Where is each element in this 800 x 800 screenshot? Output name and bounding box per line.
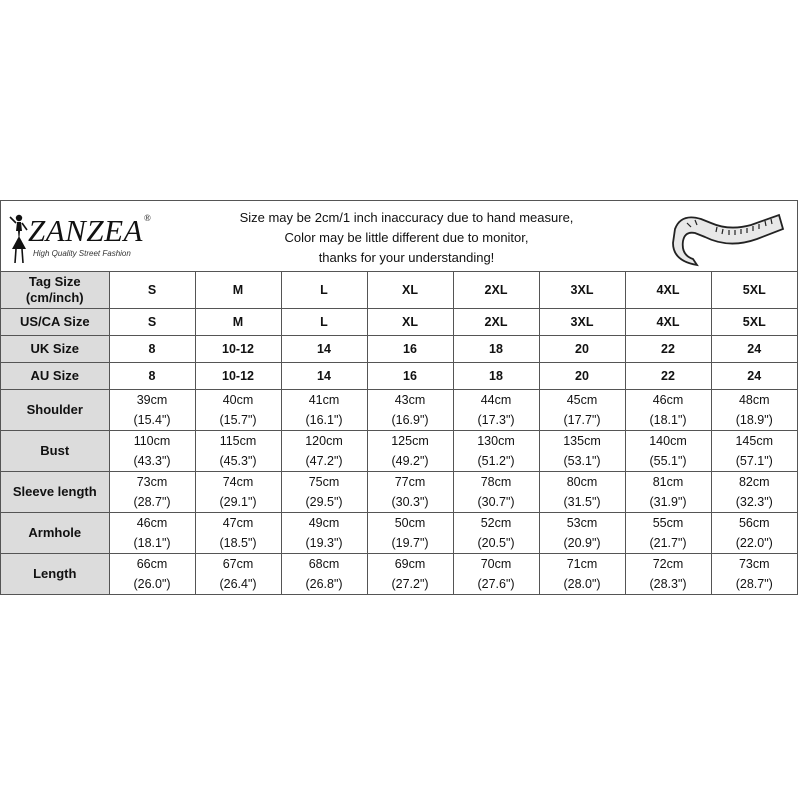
inch-value: (17.3") [477, 413, 515, 427]
cm-value: 52cm [480, 516, 512, 530]
cm-value: 80cm [566, 475, 598, 489]
row-label: AU Size [1, 363, 109, 390]
measurement-cell [625, 554, 711, 595]
cm-value: 46cm [136, 516, 168, 530]
measurement-label: Bust [1, 431, 109, 472]
inch-value: (47.2") [305, 454, 343, 468]
measurement-notice [166, 201, 647, 271]
size-cell: 20 [539, 363, 625, 390]
inch-value: (20.9") [563, 536, 601, 550]
cm-value: 82cm [738, 475, 770, 489]
inch-value: (49.2") [391, 454, 429, 468]
size-cell: 16 [367, 363, 453, 390]
measurement-cell [109, 554, 195, 595]
inch-value: (29.5") [305, 495, 343, 509]
measuring-tape-icon [667, 207, 787, 267]
measurement-cell [711, 554, 797, 595]
inch-value: (28.7") [735, 577, 773, 591]
cm-value: 66cm [136, 557, 168, 571]
cm-value: 140cm [649, 434, 687, 448]
inch-value: (21.7") [649, 536, 687, 550]
measurement-label: Shoulder [1, 390, 109, 431]
measurement-cell [367, 513, 453, 554]
cm-value: 68cm [308, 557, 340, 571]
measurement-cell [539, 472, 625, 513]
inch-value: (29.1") [219, 495, 257, 509]
table-row [1, 390, 797, 431]
measurement-cell [625, 431, 711, 472]
inch-value: (28.0") [563, 577, 601, 591]
size-cell: 3XL [539, 309, 625, 336]
size-cell: S [109, 309, 195, 336]
table-row [1, 272, 797, 309]
registered-mark: ® [143, 213, 152, 223]
size-cell: 4XL [625, 309, 711, 336]
inch-value: (18.5") [219, 536, 257, 550]
measurement-cell [453, 554, 539, 595]
inch-value: (20.5") [477, 536, 515, 550]
cm-value: 47cm [222, 516, 254, 530]
size-cell: 8 [109, 336, 195, 363]
cm-value: 73cm [136, 475, 168, 489]
measurement-cell [539, 390, 625, 431]
inch-value: (31.5") [563, 495, 601, 509]
notice-line-1: Size may be 2cm/1 inch inaccuracy due to hand measure, [239, 210, 574, 225]
inch-value: (30.3") [391, 495, 429, 509]
size-cell: XL [367, 309, 453, 336]
cm-value: 45cm [566, 393, 598, 407]
size-cell: S [109, 272, 195, 309]
cm-value: 41cm [308, 393, 340, 407]
measurement-cell [195, 390, 281, 431]
measurement-cell [453, 431, 539, 472]
cm-value: 49cm [308, 516, 340, 530]
cm-value: 120cm [305, 434, 343, 448]
measurement-cell [195, 554, 281, 595]
cm-value: 73cm [738, 557, 770, 571]
table-row [1, 472, 797, 513]
size-cell: 8 [109, 363, 195, 390]
inch-value: (28.3") [649, 577, 687, 591]
inch-value: (15.4") [133, 413, 171, 427]
inch-value: (53.1") [563, 454, 601, 468]
inch-value: (18.9") [735, 413, 773, 427]
size-cell: 4XL [625, 272, 711, 309]
cm-value: 75cm [308, 475, 340, 489]
measurement-cell [367, 390, 453, 431]
measurement-cell [711, 431, 797, 472]
inch-value: (27.6") [477, 577, 515, 591]
inch-value: (18.1") [649, 413, 687, 427]
size-cell: 22 [625, 336, 711, 363]
size-cell: 2XL [453, 309, 539, 336]
table-row [1, 513, 797, 554]
measurement-cell [453, 472, 539, 513]
size-cell: L [281, 309, 367, 336]
measurement-cell [711, 513, 797, 554]
measurement-cell [625, 513, 711, 554]
inch-value: (16.9") [391, 413, 429, 427]
cm-value: 130cm [477, 434, 515, 448]
size-cell: 18 [453, 336, 539, 363]
size-cell: 3XL [539, 272, 625, 309]
inch-value: (19.7") [391, 536, 429, 550]
measure-graphic [647, 201, 797, 271]
table-row [1, 309, 797, 336]
cm-value: 43cm [394, 393, 426, 407]
size-cell: 10-12 [195, 363, 281, 390]
cm-value: 53cm [566, 516, 598, 530]
inch-value: (19.3") [305, 536, 343, 550]
measurement-label: Armhole [1, 513, 109, 554]
cm-value: 40cm [222, 393, 254, 407]
table-row [1, 336, 797, 363]
size-table [1, 272, 797, 594]
inch-value: (30.7") [477, 495, 515, 509]
measurement-label: Sleeve length [1, 472, 109, 513]
measurement-cell [539, 554, 625, 595]
cm-value: 110cm [133, 434, 171, 448]
cm-value: 48cm [738, 393, 770, 407]
inch-value: (16.1") [305, 413, 343, 427]
cm-value: 135cm [563, 434, 601, 448]
size-cell: 24 [711, 336, 797, 363]
size-cell: 20 [539, 336, 625, 363]
measurement-cell [367, 431, 453, 472]
cm-value: 50cm [394, 516, 426, 530]
inch-value: (43.3") [133, 454, 171, 468]
size-cell: 5XL [711, 272, 797, 309]
size-cell: 24 [711, 363, 797, 390]
measurement-cell [109, 390, 195, 431]
cm-value: 145cm [735, 434, 774, 448]
measurement-cell [195, 513, 281, 554]
cm-value: 69cm [394, 557, 426, 571]
measurement-cell [281, 554, 367, 595]
cm-value: 74cm [222, 475, 254, 489]
measurement-cell [109, 472, 195, 513]
row-label: UK Size [1, 336, 109, 363]
table-row [1, 363, 797, 390]
cm-value: 77cm [394, 475, 426, 489]
measurement-cell [109, 431, 195, 472]
size-cell: L [281, 272, 367, 309]
measurement-cell [453, 390, 539, 431]
measurement-cell [195, 431, 281, 472]
inch-value: (22.0") [735, 536, 773, 550]
chart-header [1, 201, 797, 272]
size-cell: 22 [625, 363, 711, 390]
cm-value: 67cm [222, 557, 254, 571]
measurement-cell [367, 472, 453, 513]
size-cell: XL [367, 272, 453, 309]
measurement-cell [109, 513, 195, 554]
row-label: Tag Size (cm/inch) [1, 272, 109, 309]
size-cell: 2XL [453, 272, 539, 309]
measurement-cell [539, 513, 625, 554]
cm-value: 125cm [391, 434, 429, 448]
notice-line-2: Color may be little different due to monitor, [284, 230, 529, 245]
inch-value: (32.3") [735, 495, 773, 509]
notice-line-3: thanks for your understanding! [318, 250, 495, 265]
table-row [1, 554, 797, 595]
measurement-cell [281, 431, 367, 472]
row-label: US/CA Size [1, 309, 109, 336]
inch-value: (26.0") [133, 577, 171, 591]
inch-value: (26.4") [219, 577, 257, 591]
inch-value: (17.7") [563, 413, 601, 427]
cm-value: 39cm [136, 393, 168, 407]
table-row [1, 431, 797, 472]
cm-value: 55cm [652, 516, 684, 530]
brand-name: ZANZEA® [28, 213, 152, 248]
measurement-cell [281, 472, 367, 513]
size-cell: 18 [453, 363, 539, 390]
inch-value: (55.1") [649, 454, 687, 468]
cm-value: 70cm [480, 557, 512, 571]
brand-tagline: High Quality Street Fashion [33, 249, 131, 258]
cm-value: 56cm [738, 516, 770, 530]
size-cell: 5XL [711, 309, 797, 336]
inch-value: (26.8") [305, 577, 343, 591]
size-cell: 10-12 [195, 336, 281, 363]
cm-value: 81cm [652, 475, 684, 489]
inch-value: (15.7") [219, 413, 257, 427]
size-cell: 14 [281, 336, 367, 363]
measurement-cell [711, 472, 797, 513]
inch-value: (18.1") [133, 536, 171, 550]
measurement-cell [711, 390, 797, 431]
size-chart [0, 200, 798, 595]
size-cell: M [195, 272, 281, 309]
cm-value: 44cm [480, 393, 512, 407]
measurement-cell [195, 472, 281, 513]
measurement-cell [625, 390, 711, 431]
cm-value: 72cm [652, 557, 684, 571]
measurement-label: Length [1, 554, 109, 595]
inch-value: (57.1") [735, 454, 773, 468]
cm-value: 46cm [652, 393, 684, 407]
inch-value: (28.7") [133, 495, 171, 509]
measurement-cell [453, 513, 539, 554]
inch-value: (31.9") [649, 495, 687, 509]
measurement-cell [281, 390, 367, 431]
inch-value: (45.3") [219, 454, 257, 468]
cm-value: 115cm [219, 434, 257, 448]
cm-value: 78cm [480, 475, 512, 489]
size-cell: 14 [281, 363, 367, 390]
cm-value: 71cm [566, 557, 598, 571]
brand-logo [1, 201, 166, 271]
measurement-cell [625, 472, 711, 513]
size-cell: 16 [367, 336, 453, 363]
size-cell: M [195, 309, 281, 336]
inch-value: (51.2") [477, 454, 515, 468]
measurement-cell [539, 431, 625, 472]
measurement-cell [281, 513, 367, 554]
inch-value: (27.2") [391, 577, 429, 591]
measurement-cell [367, 554, 453, 595]
